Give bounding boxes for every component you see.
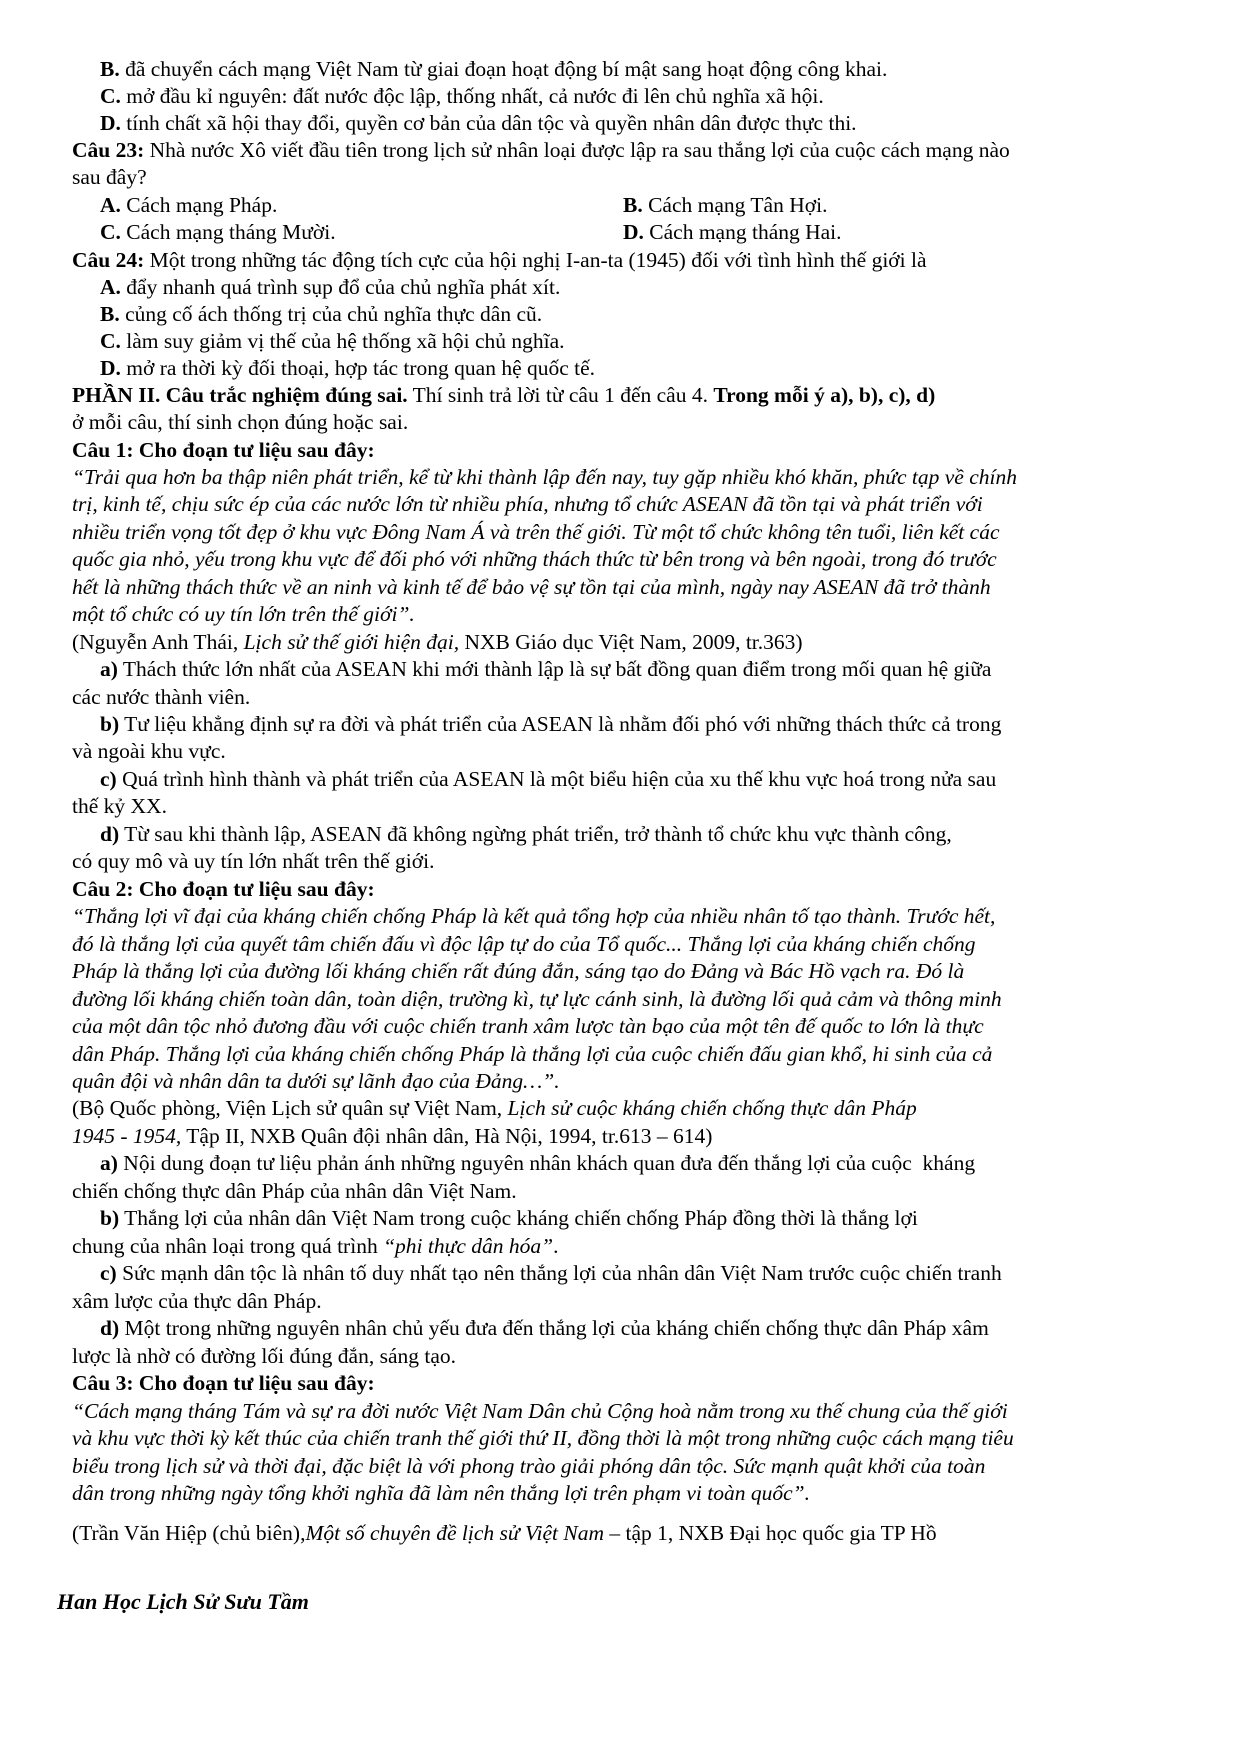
c3-quote-line: dân trong những ngày tổng khởi nghĩa đã làm nên thắng lợi trên phạm vi toàn quốc”. [72, 1481, 810, 1505]
question-label: Câu 24: [72, 248, 145, 272]
prev-option-b [100, 55, 887, 83]
c2-statement-c-cont: xâm lược của thực dân Pháp. [72, 1289, 322, 1313]
c2-statement-d [100, 1314, 989, 1342]
option-label: C. [100, 220, 121, 244]
statement-text: Thách thức lớn nhất của ASEAN khi mới thành lập là sự bất đồng quan điểm trong mối quan hệ giữa [122, 657, 992, 681]
c2-statement-c [100, 1259, 1002, 1287]
statement-text: Thắng lợi của nhân dân Việt Nam trong cuộc kháng chiến chống Pháp đồng thời là thắng lợi [124, 1206, 918, 1230]
c1-quote-line: trị, kinh tế, chịu sức ép của các nước lớn từ nhiều phía, nhưng tổ chức ASEAN đã tồn tại và phát triển với [72, 492, 983, 516]
statement-text: Sức mạnh dân tộc là nhân tố duy nhất tạo nên thắng lợi của nhân dân Việt Nam trước cuộc chiến tranh [122, 1261, 1002, 1285]
source-text: (Trần Văn Hiệp (chủ biên), [72, 1521, 306, 1545]
c2-statement-d-cont: lược là nhờ có đường lối đúng đắn, sáng tạo. [72, 1344, 457, 1368]
c1-quote-line: “Trải qua hơn ba thập niên phát triển, kể từ khi thành lập đến nay, tuy gặp nhiều khó khăn, phức tạp về chính [72, 465, 1017, 489]
section-heading: PHẦN II. Câu trắc nghiệm đúng sai. [72, 383, 408, 407]
statement-label: a) [100, 1151, 118, 1175]
statement-text: Từ sau khi thành lập, ASEAN đã không ngừng phát triển, trở thành tổ chức khu vực thành công, [124, 822, 952, 846]
c1-statement-b-cont: và ngoài khu vực. [72, 739, 226, 763]
c1-statement-c-cont: thế kỷ XX. [72, 794, 167, 818]
option-text: Cách mạng Tân Hợi. [648, 193, 828, 217]
statement-label: a) [100, 657, 118, 681]
c2-quote-line: dân Pháp. Thắng lợi của kháng chiến chống Pháp là thắng lợi của cuộc chiến đấu gian khổ, hi sinh của cả [72, 1042, 993, 1066]
option-text: Cách mạng tháng Mười. [126, 220, 336, 244]
statement-label: b) [100, 712, 120, 736]
source-text: – tập 1, NXB Đại học quốc gia TP Hồ [604, 1521, 937, 1545]
c2-quote-line: “Thắng lợi vĩ đại của kháng chiến chống Pháp là kết quả tổng hợp của nhiều nhân tố tạo thành. Trước hết, [72, 904, 996, 928]
option-text: mở ra thời kỳ đối thoại, hợp tác trong quan hệ quốc tế. [126, 356, 596, 380]
c2-statement-b [100, 1204, 918, 1232]
c1-statement-d [100, 820, 952, 848]
q23-option-b [623, 191, 827, 219]
source-title: Một số chuyên đề lịch sử Việt Nam [305, 1521, 604, 1545]
statement-label: c) [100, 767, 117, 791]
c2-quote-line: của một dân tộc nhỏ đương đầu với cuộc chiến tranh xâm lược tàn bạo của một tên đế quốc to lớn là thực [72, 1014, 984, 1038]
option-label: B. [623, 193, 643, 217]
statement-text: Nội dung đoạn tư liệu phản ánh những nguyên nhân khách quan đưa đến thắng lợi của cuộc kháng [123, 1151, 976, 1175]
c2-statement-a-cont: chiến chống thực dân Pháp của nhân dân Việt Nam. [72, 1179, 517, 1203]
option-text: mở đầu kỉ nguyên: đất nước độc lập, thống nhất, cả nước đi lên chủ nghĩa xã hội. [126, 84, 824, 108]
option-label: A. [100, 275, 121, 299]
c2-title: Câu 2: Cho đoạn tư liệu sau đây: [72, 877, 375, 901]
option-label: C. [100, 329, 121, 353]
c2-quote-line: đó là thắng lợi của quyết tâm chiến đấu vì độc lập tự do của Tổ quốc... Thắng lợi của kháng chiến chống [72, 932, 976, 956]
option-text: củng cố ách thống trị của chủ nghĩa thực dân cũ. [125, 302, 543, 326]
option-text: đã chuyển cách mạng Việt Nam từ giai đoạn hoạt động bí mật sang hoạt động công khai. [125, 57, 888, 81]
statement-text: chung của nhân loại trong quá trình [72, 1234, 384, 1258]
part2-intro-bold: Trong mỗi ý a), b), c), d) [713, 383, 936, 407]
option-text: Cách mạng Pháp. [126, 193, 278, 217]
c3-quote-line: biểu trong lịch sử và thời đại, đặc biệt là với phong trào giải phóng dân tộc. Sức mạnh quật khởi của toàn [72, 1454, 986, 1478]
q24-option-c [100, 327, 565, 355]
c3-quote-line: và khu vực thời kỳ kết thúc của chiến tranh thế giới thứ II, đồng thời là một trong những cuộc cách mạng tiêu [72, 1426, 1014, 1450]
c1-statement-b [100, 710, 1001, 738]
option-label: D. [623, 220, 644, 244]
option-text: đẩy nhanh quá trình sụp đổ của chủ nghĩa phát xít. [126, 275, 561, 299]
statement-label: d) [100, 1316, 120, 1340]
q24-stem [72, 246, 927, 274]
statement-text: Một trong những nguyên nhân chủ yếu đưa đến thắng lợi của kháng chiến chống thực dân Pháp xâm [124, 1316, 989, 1340]
statement-text: Quá trình hình thành và phát triển của ASEAN là một biểu hiện của xu thế khu vực hoá trong nửa sau [122, 767, 997, 791]
q23-stem [72, 136, 1010, 164]
option-label: D. [100, 356, 121, 380]
option-label: B. [100, 57, 120, 81]
c1-statement-a [100, 655, 991, 683]
option-text: làm suy giảm vị thế của hệ thống xã hội chủ nghĩa. [126, 329, 565, 353]
c1-source [72, 628, 803, 656]
c2-quote-line: Pháp là thắng lợi của đường lối kháng chiến rất đúng đắn, sáng tạo do Đảng và Bác Hồ vạch ra. Đó là [72, 959, 965, 983]
source-title: 1945 - 1954, [72, 1124, 182, 1148]
c2-quote-line: quân đội và nhân dân ta dưới sự lãnh đạo của Đảng…”. [72, 1069, 560, 1093]
c3-title: Câu 3: Cho đoạn tư liệu sau đây: [72, 1371, 375, 1395]
prev-option-d [100, 109, 857, 137]
source-title: Lịch sử thế giới hiện đại, [243, 630, 460, 654]
c1-quote-line: quốc gia nhỏ, yếu trong khu vực để đối phó với những thách thức từ bên trong và bên ngoài, trong đó trước [72, 547, 997, 571]
option-label: A. [100, 193, 121, 217]
q24-option-d [100, 354, 595, 382]
statement-label: d) [100, 822, 120, 846]
prev-option-c [100, 82, 824, 110]
part2-intro-text: Thí sinh trả lời từ câu 1 đến câu 4. [407, 383, 714, 407]
c1-quote-line: hết là những thách thức về an ninh và kinh tế để bảo vệ sự tồn tại của mình, ngày nay ASEAN đã trở thành [72, 575, 991, 599]
source-text: NXB Giáo dục Việt Nam, 2009, tr.363) [459, 630, 803, 654]
option-text: Cách mạng tháng Hai. [649, 220, 842, 244]
c3-quote-line: “Cách mạng tháng Tám và sự ra đời nước Việt Nam Dân chủ Cộng hoà nằm trong xu thế chung của thế giới [72, 1399, 1008, 1423]
source-title: Lịch sử cuộc kháng chiến chống thực dân Pháp [507, 1096, 917, 1120]
source-text: (Bộ Quốc phòng, Viện Lịch sử quân sự Việt Nam, [72, 1096, 508, 1120]
option-text: tính chất xã hội thay đổi, quyền cơ bản của dân tộc và quyền nhân dân được thực thi. [126, 111, 857, 135]
c1-statement-c [100, 765, 996, 793]
c1-statement-d-cont: có quy mô và uy tín lớn nhất trên thế giới. [72, 849, 435, 873]
question-text: Một trong những tác động tích cực của hội nghị I-an-ta (1945) đối với tình hình thế giới là [149, 248, 927, 272]
source-text: (Nguyễn Anh Thái, [72, 630, 244, 654]
statement-text: . [553, 1234, 559, 1258]
question-label: Câu 23: [72, 138, 145, 162]
q23-option-d [623, 218, 842, 246]
c1-quote-line: nhiều triển vọng tốt đẹp ở khu vực Đông Nam Á và trên thế giới. Từ một tổ chức không tên tuổi, liên kết các [72, 520, 1000, 544]
statement-text: Tư liệu khẳng định sự ra đời và phát triển của ASEAN là nhằm đối phó với những thách thức cả trong [124, 712, 1002, 736]
statement-label: b) [100, 1206, 120, 1230]
question-text: Nhà nước Xô viết đầu tiên trong lịch sử nhân loại được lập ra sau thắng lợi của cuộc cách mạng nào [149, 138, 1010, 162]
option-label: C. [100, 84, 121, 108]
c3-source [72, 1519, 937, 1547]
c1-quote-line: một tổ chức có uy tín lớn trên thế giới”. [72, 602, 415, 626]
part2-intro-cont: ở mỗi câu, thí sinh chọn đúng hoặc sai. [72, 410, 409, 434]
statement-quote: “phi thực dân hóa” [383, 1234, 554, 1258]
c2-statement-b-cont [72, 1232, 558, 1260]
part2-intro [72, 381, 935, 409]
q24-option-b [100, 300, 542, 328]
q23-option-c [100, 218, 336, 246]
c2-source-cont [72, 1122, 712, 1150]
q23-option-a [100, 191, 277, 219]
statement-label: c) [100, 1261, 117, 1285]
q24-option-a [100, 273, 560, 301]
source-text: Tập II, NXB Quân đội nhân dân, Hà Nội, 1994, tr.613 – 614) [181, 1124, 713, 1148]
option-label: D. [100, 111, 121, 135]
page-footer: Han Học Lịch Sử Sưu Tầm [57, 1589, 309, 1614]
option-label: B. [100, 302, 120, 326]
c2-statement-a [100, 1149, 975, 1177]
c2-quote-line: đường lối kháng chiến toàn dân, toàn diện, trường kì, tự lực cánh sinh, là đường lối quả cảm và thông minh [72, 987, 1002, 1011]
c2-source [72, 1094, 917, 1122]
c1-statement-a-cont: các nước thành viên. [72, 685, 251, 709]
c1-title: Câu 1: Cho đoạn tư liệu sau đây: [72, 438, 375, 462]
q23-stem-cont: sau đây? [72, 165, 147, 189]
